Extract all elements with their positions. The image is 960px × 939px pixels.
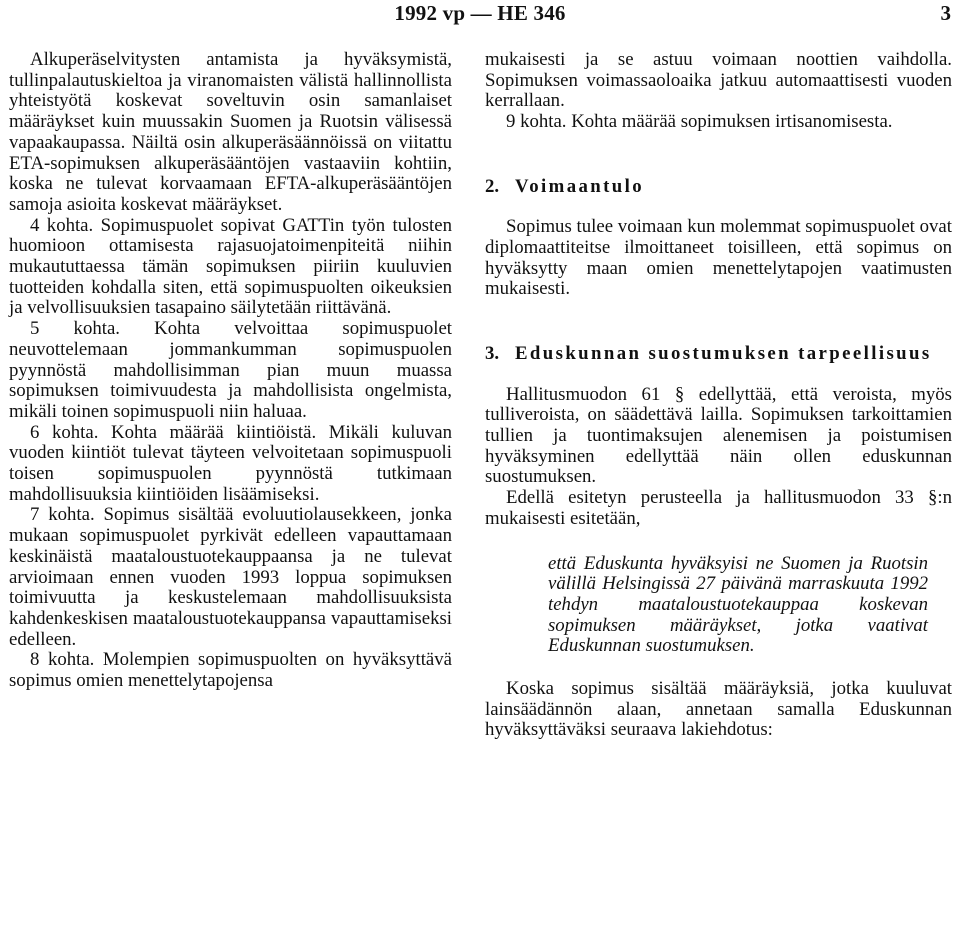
left-column xyxy=(9,50,452,692)
paragraph-item-8: 8 kohta. Molempien sopimuspuolten on hyväksyttävä sopimus omien menettelytapojensa xyxy=(9,649,452,692)
page-number: 3 xyxy=(940,1,951,25)
paragraph-bill-submission: Koska sopimus sisältää määräyksiä, jotka kuuluvat lainsäädännön alaan, annetaan samalla Eduskunnan hyväksyttäväksi seuraava lakiehdotus: xyxy=(485,678,952,741)
paragraph-item-9: 9 kohta. Kohta määrää sopimuksen irtisanomisesta. xyxy=(506,111,893,133)
paragraph-item-5: 5 kohta. Kohta velvoittaa sopimuspuolet neuvottelemaan jommankumman sopimuspuolen pyynnöstä mahdollisimman pian muun muassa sopimuksen toimivuudesta ja mahdollisista ongelmista, mikäli toinen sopimuspuoli niin haluaa. xyxy=(9,318,452,422)
paragraph-item-4: 4 kohta. Sopimuspuolet sopivat GATTin työn tulosten huomioon ottamisesta rajasuojatoimenpiteitä niihin mukaututtaessa tämän sopimuksen piiriin kuuluvien tuotteiden kohdalla siten, että sopimuspuolten oikeuksien ja velvollisuuksien tasapaino säilytetään riittävänä. xyxy=(9,214,452,319)
paragraph-item-6: 6 kohta. Kohta määrää kiintiöistä. Mikäli kuluvan vuoden kiintiöt tulevat täyteen velvoitetaan sopimuspuoli toisen sopimuspuolen pyynnöstä tutkimaan mahdollisuuksia kiintiöiden lisäämiseksi. xyxy=(9,421,452,505)
paragraph-proposal-intro: Edellä esitetyn perusteella ja hallitusmuodon 33 §:n mukaisesti esitetään, xyxy=(485,487,952,529)
right-column xyxy=(485,50,952,741)
paragraph-item-7: 7 kohta. Sopimus sisältää evoluutiolausekkeen, jonka mukaan sopimuspuolet pyrkivät edelleen vapauttamaan keskinäistä maataloustuotekauppaansa ja ne tulevat arvioimaan ennen vuoden 1993 loppua sopimuksen toimivuutta ja keskustelemaan mahdollisuuksista kahdenkeskisen maataloustuotekauppansa vapauttamiseksi edelleen. xyxy=(9,504,452,650)
paragraph-constitution: Hallitusmuodon 61 § edellyttää, että veroista, myös tulliveroista, on säädettävä lailla. Sopimuksen tarkoittamien tullien ja tuontimaksujen alenemisen ja poistumisen hyväksyminen edellyttää näin ollen eduskunnan suostumuksen. xyxy=(485,383,952,488)
section-title: Eduskunnan suostumuksen tarpeellisuus xyxy=(515,343,932,365)
paragraph-entry-into-force: Sopimus tulee voimaan kun molemmat sopimuspuolet ovat diplomaattiteitse ilmoittaneet toisilleen, että sopimus on hyväksytty maan omien menettelytapojen vaatimusten mukaisesti. xyxy=(485,216,952,300)
section-number: 2. xyxy=(485,175,500,197)
proposal-resolution: että Eduskunta hyväksyisi ne Suomen ja Ruotsin välillä Helsingissä 27 päivänä marraskuuta 1992 tehdyn maataloustuotekauppaa koskevan sopimuksen määräykset, jotka vaativat Eduskunnan suostumuksen. xyxy=(548,552,928,657)
paragraph-origin-rules: Alkuperäselvitysten antamista ja hyväksymistä, tullinpalautuskieltoa ja viranomaisten välistä hallinnollista yhteistyötä koskevat soveltuvin osin samanlaiset määräykset kuin muussakin Suomen ja Ruotsin välisessä vapaakaupassa. Näiltä osin alkuperäsäännöissä on viitattu ETA-sopimuksen alkuperäsääntöjen vastaaviin kohtiin, koska ne tulevat korvaamaan EFTA-alkuperäsääntöjen samoja asioita koskevat määräykset. xyxy=(9,49,452,215)
page-header xyxy=(0,0,960,30)
paragraph-continuation: mukaisesti ja se astuu voimaan noottien vaihdolla. Sopimuksen voimassaoloaika jatkuu automaattisesti vuoden kerrallaan. xyxy=(485,49,952,112)
section-title: Voimaantulo xyxy=(515,175,645,197)
section-number: 3. xyxy=(485,343,500,365)
section-heading-entry-into-force xyxy=(485,176,952,198)
document-title: 1992 vp — HE 346 xyxy=(394,1,566,25)
section-heading-parliament-consent xyxy=(485,343,952,365)
